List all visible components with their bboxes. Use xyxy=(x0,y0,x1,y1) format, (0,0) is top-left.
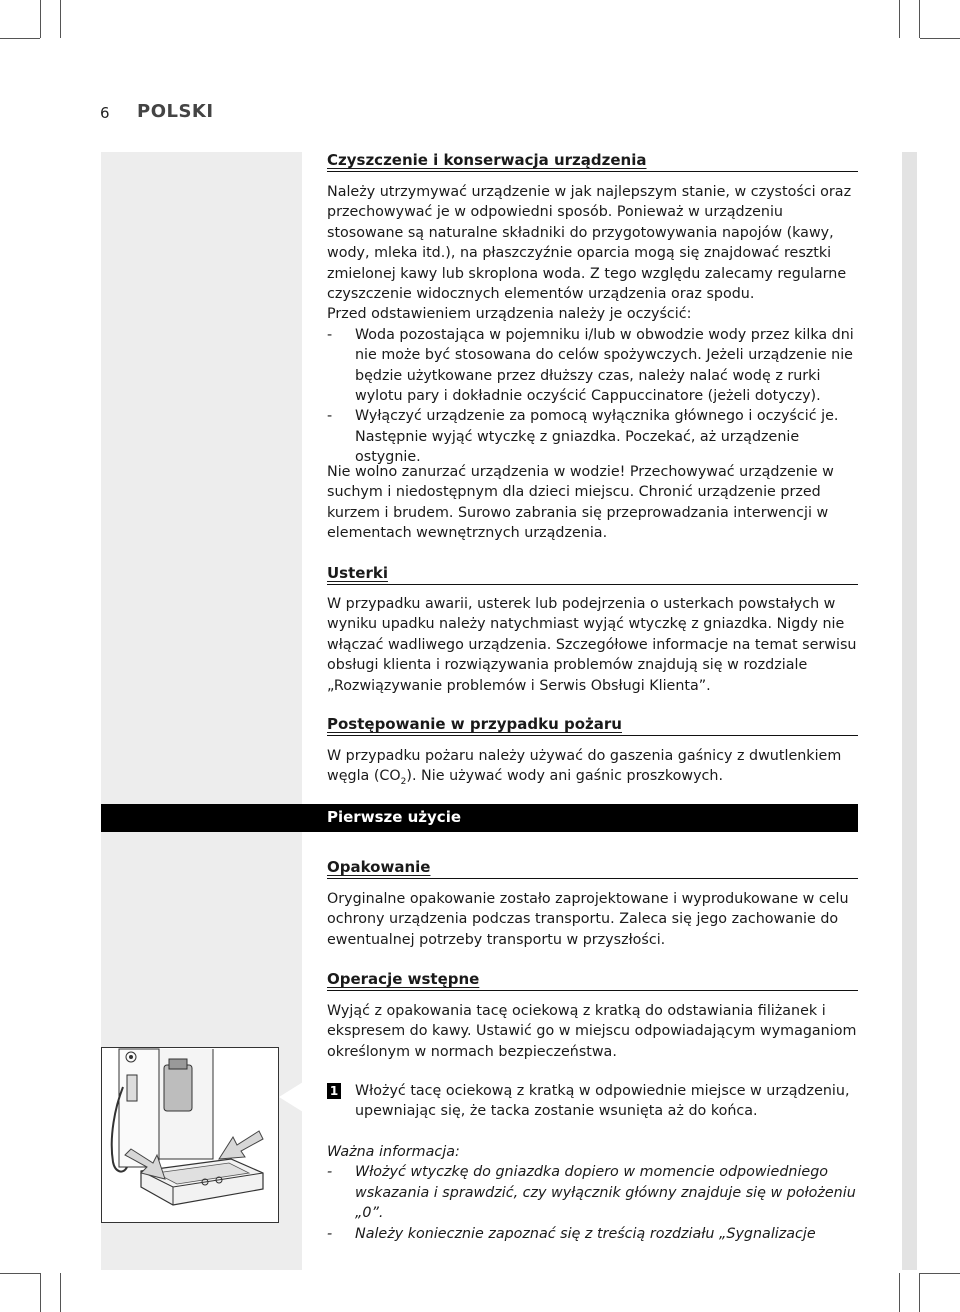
list-item xyxy=(327,325,862,407)
crop-mark xyxy=(920,38,960,39)
crop-mark xyxy=(0,38,40,39)
crop-mark xyxy=(60,1273,61,1312)
note-list-item xyxy=(327,1162,862,1223)
crop-mark xyxy=(919,1273,920,1312)
cleaning-paragraph: Przed odstawieniem urządzenia należy je oczyścić: xyxy=(327,306,692,323)
language-label: POLSKI xyxy=(137,101,214,122)
section-title-packaging: Opakowanie xyxy=(327,857,858,879)
co2-subscript: 2 xyxy=(400,777,407,788)
cleaning-paragraph: Nie wolno zanurzać urządzenia w wodzie! Przechowywać urządzenie w suchym i niedostępnym dla dzieci miejscu. Chronić urządzenie przed kurzem i brudem. Surowo zabrania się przeprowadzania interwencji w elementach wewnętrznych urządzenia. xyxy=(327,464,834,542)
step-text: Włożyć tacę ociekową z kratką w odpowiednie miejsce w urządzeniu, upewniając się, że tacka zostanie wsunięta aż do końca. xyxy=(355,1083,850,1120)
fire-content xyxy=(327,746,862,793)
note-list-text: Należy koniecznie zapoznać się z treścią rozdziału „Sygnalizacje xyxy=(355,1225,816,1242)
chapter-title: Pierwsze użycie xyxy=(327,808,462,826)
list-dash: - xyxy=(327,1164,333,1181)
cleaning-content xyxy=(327,182,862,468)
page-number: 6 xyxy=(100,104,110,122)
preliminary-content xyxy=(327,1001,862,1062)
cleaning-warning xyxy=(327,462,862,544)
crop-mark xyxy=(40,0,41,38)
note-list-item xyxy=(327,1224,862,1244)
crop-mark xyxy=(899,1273,900,1312)
cleaning-paragraph: Należy utrzymywać urządzenie w jak najlepszym stanie, w czystości oraz przechowywać je w odpowiedni sposób. Ponieważ w urządzeniu stosowane są naturalne składniki do przygotowywania napojów (kawy, wody, mleka itd.), na płaszczyźnie oparcia mogą się znajdować resztki zmielonej kawy lub skroplona woda. Z tego względu zalecamy regularne czyszczenie widocznych elementów urządzenia oraz spodu. xyxy=(327,184,852,303)
fire-paragraph xyxy=(327,746,862,793)
note-list-text: Włożyć wtyczkę do gniazdka dopiero w momencie odpowiedniego wskazania i sprawdzić, czy wyłącznik główny znajduje się w położeniu „0”. xyxy=(355,1164,856,1222)
list-dash: - xyxy=(327,408,333,425)
crop-mark xyxy=(40,1273,41,1312)
step-row xyxy=(327,1081,862,1122)
fire-text: W przypadku pożaru należy używać do gaszenia gaśnicy z dwutlenkiem węgla (CO xyxy=(327,748,842,785)
important-note xyxy=(327,1142,862,1244)
list-dash: - xyxy=(327,1225,333,1242)
crop-mark xyxy=(920,1273,960,1274)
preliminary-paragraph: Wyjąć z opakowania tacę ociekową z kratką do odstawiania filiżanek i ekspresem do kawy. Ustawić go w miejscu odpowiadającym wymaganiom określonym w normach bezpieczeństwa. xyxy=(327,1003,857,1060)
step-1 xyxy=(327,1081,862,1122)
chapter-bar-first-use xyxy=(101,804,858,832)
section-title-fire: Postępowanie w przypadku pożaru xyxy=(327,714,858,736)
faults-content xyxy=(327,594,862,696)
faults-paragraph: W przypadku awarii, usterek lub podejrzenia o usterkach powstałych w wyniku upadku należy natychmiast wyjąć wtyczkę z gniazdka. Nigdy nie włączać wadliwego urządzenia. Szczegółowe informacje na temat serwisu obsługi klienta i rozwiązywania problemów znajdują się w rozdziale „Rozwiązywanie problemów i Serwis Obsługi Klienta”. xyxy=(327,596,857,694)
packaging-paragraph: Oryginalne opakowanie zostało zaprojektowane i wyprodukowane w celu ochrony urządzenia podczas transportu. Zaleca się jego zachowanie do ewentualnej potrzeby transportu w przyszłości. xyxy=(327,891,849,948)
list-item xyxy=(327,406,862,467)
section-title-faults: Usterki xyxy=(327,563,858,585)
coffee-machine-drawing xyxy=(101,1047,279,1223)
packaging-content xyxy=(327,889,862,950)
list-item-text: Woda pozostająca w pojemniku i/lub w obwodzie wody przez kilka dni nie może być stosowana do celów spożywczych. Jeżeli urządzenie nie będzie użytkowane przez dłuższy czas, należy nalać wodę z rurki wylotu pary i dokładnie oczyścić Cappuccinatore (jeżeli dotyczy). xyxy=(355,326,854,405)
section-title-preliminary: Operacje wstępne xyxy=(327,969,858,991)
drip-tray-illustration xyxy=(101,1047,279,1223)
crop-mark xyxy=(899,0,900,38)
crop-mark xyxy=(60,0,61,38)
list-dash: - xyxy=(327,326,333,343)
note-title: Ważna informacja: xyxy=(327,1144,460,1160)
crop-mark xyxy=(919,0,920,38)
list-item-text: Wyłączyć urządzenie za pomocą wyłącznika głównego i oczyścić je. Następnie wyjąć wtyczkę z gniazdka. Poczekać, aż urządzenie ostygnie. xyxy=(355,408,839,466)
right-margin-strip xyxy=(902,152,917,1270)
crop-mark xyxy=(0,1273,40,1274)
pointer-triangle xyxy=(279,1082,303,1112)
fire-text-end: ). Nie używać wody ani gaśnic proszkowych. xyxy=(406,768,724,785)
section-title-cleaning: Czyszczenie i konserwacja urządzenia xyxy=(327,150,858,172)
step-number-badge: 1 xyxy=(327,1083,341,1099)
